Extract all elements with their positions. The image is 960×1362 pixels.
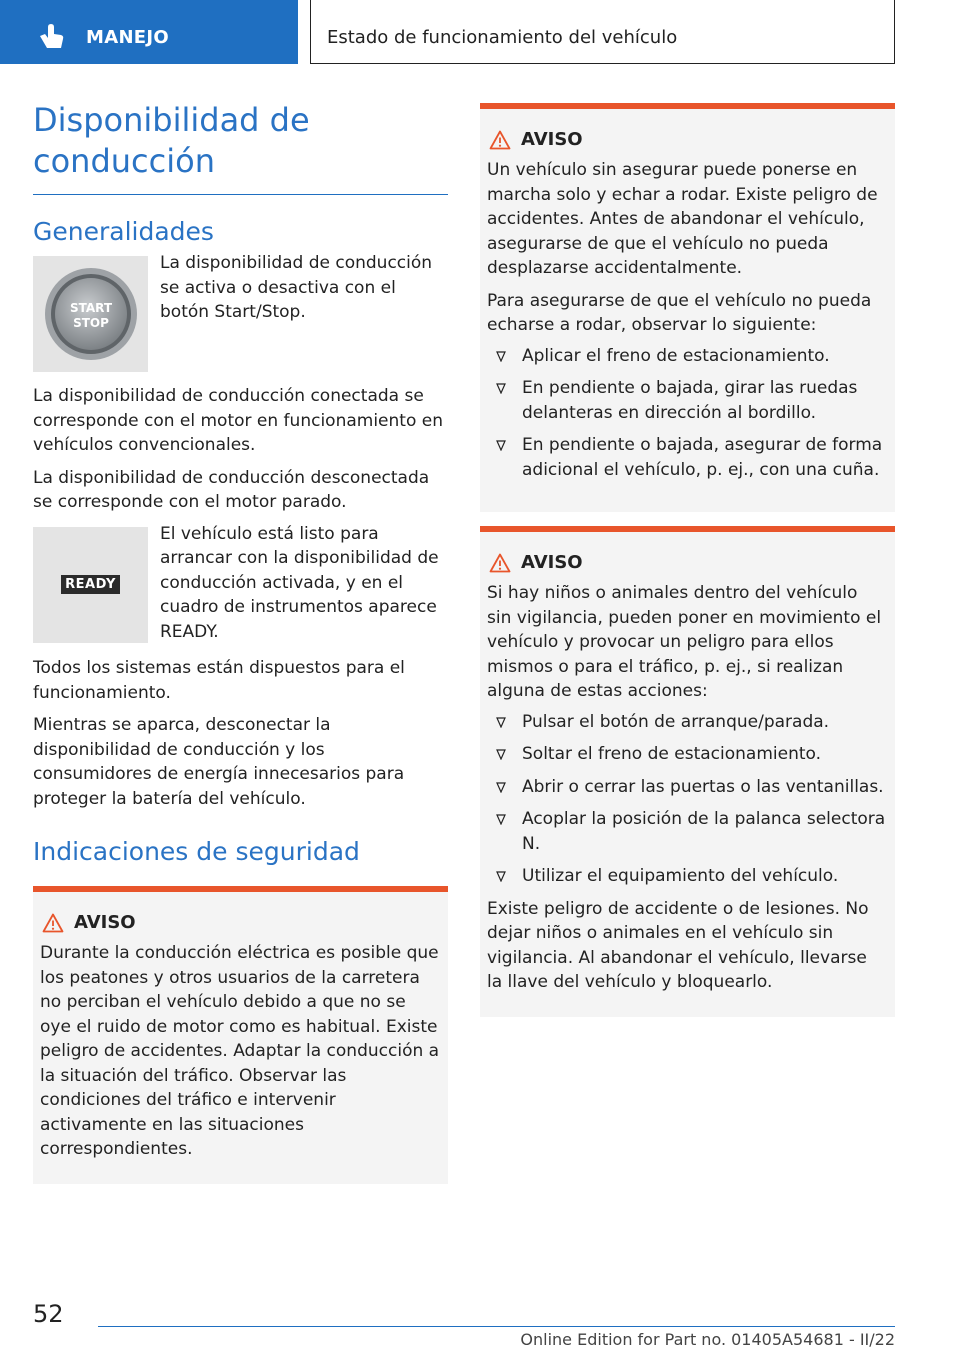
general-paragraph-6: Mientras se aparca, desconectar la disponibilidad de conducción y los consumidores de energía innecesarios para proteger la batería del vehículo. — [33, 715, 405, 809]
triangle-bullet-icon — [496, 782, 506, 793]
warning-text: Para asegurarse de que el vehículo no pueda echarse a rodar, observar lo siguiente: — [487, 290, 872, 335]
safety-heading: Indicaciones de seguridad — [33, 837, 360, 866]
list-item: En pendiente o bajada, asegurar de forma adicional el vehículo, p. ej., con una cuña. — [487, 433, 887, 482]
general-paragraph-2: La disponibilidad de conducción conectada se corresponde con el motor en funcionamiento en vehículos convencionales. — [33, 386, 443, 455]
warning-box — [480, 103, 895, 512]
ready-label: READY — [61, 575, 120, 594]
triangle-bullet-icon — [496, 814, 506, 825]
warning-triangle-icon — [489, 553, 511, 573]
list-item: Acoplar la posición de la palanca selectora N. — [487, 807, 887, 856]
stop-label: STOP — [72, 316, 109, 330]
warning-text: Si hay niños o animales dentro del vehículo sin vigilancia, pueden poner en movimiento el vehículo y provocar un peligro para ellos mismos o para el tráfico, p. ej., si realizan alguna de estas acciones: — [487, 583, 882, 701]
list-item: Abrir o cerrar las puertas o las ventanillas. — [487, 775, 887, 800]
right-column — [480, 103, 895, 1017]
ready-row — [33, 523, 448, 645]
start-stop-button-icon — [43, 266, 139, 362]
chapter-header — [310, 0, 895, 64]
general-paragraph-4: El vehículo está listo para arrancar con la disponibilidad de conducción activada, y en el cuadro de instrumentos aparece READY. — [160, 523, 439, 642]
triangle-bullet-icon — [496, 871, 506, 882]
page-title: Disponibilidad de conducción — [33, 100, 448, 195]
list-item: Utilizar el equipamiento del vehículo. — [487, 864, 887, 889]
edition-note: Online Edition for Part no. 01405A54681 - II/22 — [520, 1330, 895, 1349]
triangle-bullet-icon — [496, 440, 506, 451]
list-item: En pendiente o bajada, girar las ruedas delanteras en dirección al bordillo. — [487, 376, 887, 425]
list-item: Soltar el freno de estacionamiento. — [487, 742, 887, 767]
start-stop-row — [33, 253, 448, 372]
start-stop-image — [33, 256, 148, 372]
warning-title: AVISO — [521, 129, 583, 150]
warning-triangle-icon — [489, 130, 511, 150]
ready-indicator-image — [33, 527, 148, 643]
warning-triangle-icon — [42, 913, 64, 933]
warning-box — [33, 886, 448, 1184]
warning-header — [487, 129, 887, 150]
warning-header — [487, 552, 887, 573]
triangle-bullet-icon — [496, 383, 506, 394]
warning-text: Durante la conducción eléctrica es posible que los peatones y otros usuarios de la carretera no perciban el vehículo debido a que no se oye el ruido de motor como es habitual. Existe peligro de accidentes. Adaptar la conducción a la situación del tráfico. Observar las condiciones del tráfico e intervenir activamente en las situaciones correspondientes. — [40, 943, 440, 1159]
left-column — [33, 100, 448, 1184]
triangle-bullet-icon — [496, 351, 506, 362]
warning-header — [40, 912, 440, 933]
bullet-list — [487, 710, 887, 889]
triangle-bullet-icon — [496, 717, 506, 728]
section-label: MANEJO — [86, 27, 170, 48]
triangle-bullet-icon — [496, 749, 506, 760]
page-number: 52 — [33, 1300, 64, 1328]
generalities-heading: Generalidades — [33, 217, 214, 246]
start-label: START — [69, 301, 112, 315]
list-item: Aplicar el freno de estacionamiento. — [487, 344, 887, 369]
general-paragraph-3: La disponibilidad de conducción desconectada se corresponde con el motor parado. — [33, 467, 430, 512]
warning-text: Un vehículo sin asegurar puede ponerse en marcha solo y echar a rodar. Existe peligro de accidentes. Antes de abandonar el vehículo, asegurarse de que el vehículo no pueda desplazarse accidentalmente. — [487, 160, 878, 278]
warning-title: AVISO — [521, 552, 583, 573]
warning-text: Existe peligro de accidente o de lesiones. No dejar niños o animales en el vehículo sin vigilancia. Al abandonar el vehículo, llevarse la llave del vehículo y bloquearlo. — [487, 898, 869, 992]
general-paragraph-5: Todos los sistemas están dispuestos para el funcionamiento. — [33, 658, 405, 703]
general-paragraph-1: La disponibilidad de conducción se activa o desactiva con el botón Start/Stop. — [160, 253, 433, 322]
hand-pointer-icon — [36, 24, 66, 54]
warning-title: AVISO — [74, 912, 136, 933]
section-tab — [0, 0, 298, 64]
warning-box — [480, 526, 895, 1017]
bullet-list — [487, 344, 887, 483]
list-item: Pulsar el botón de arranque/parada. — [487, 710, 887, 735]
footer-divider — [98, 1326, 895, 1327]
chapter-title: Estado de funcionamiento del vehículo — [327, 27, 678, 48]
